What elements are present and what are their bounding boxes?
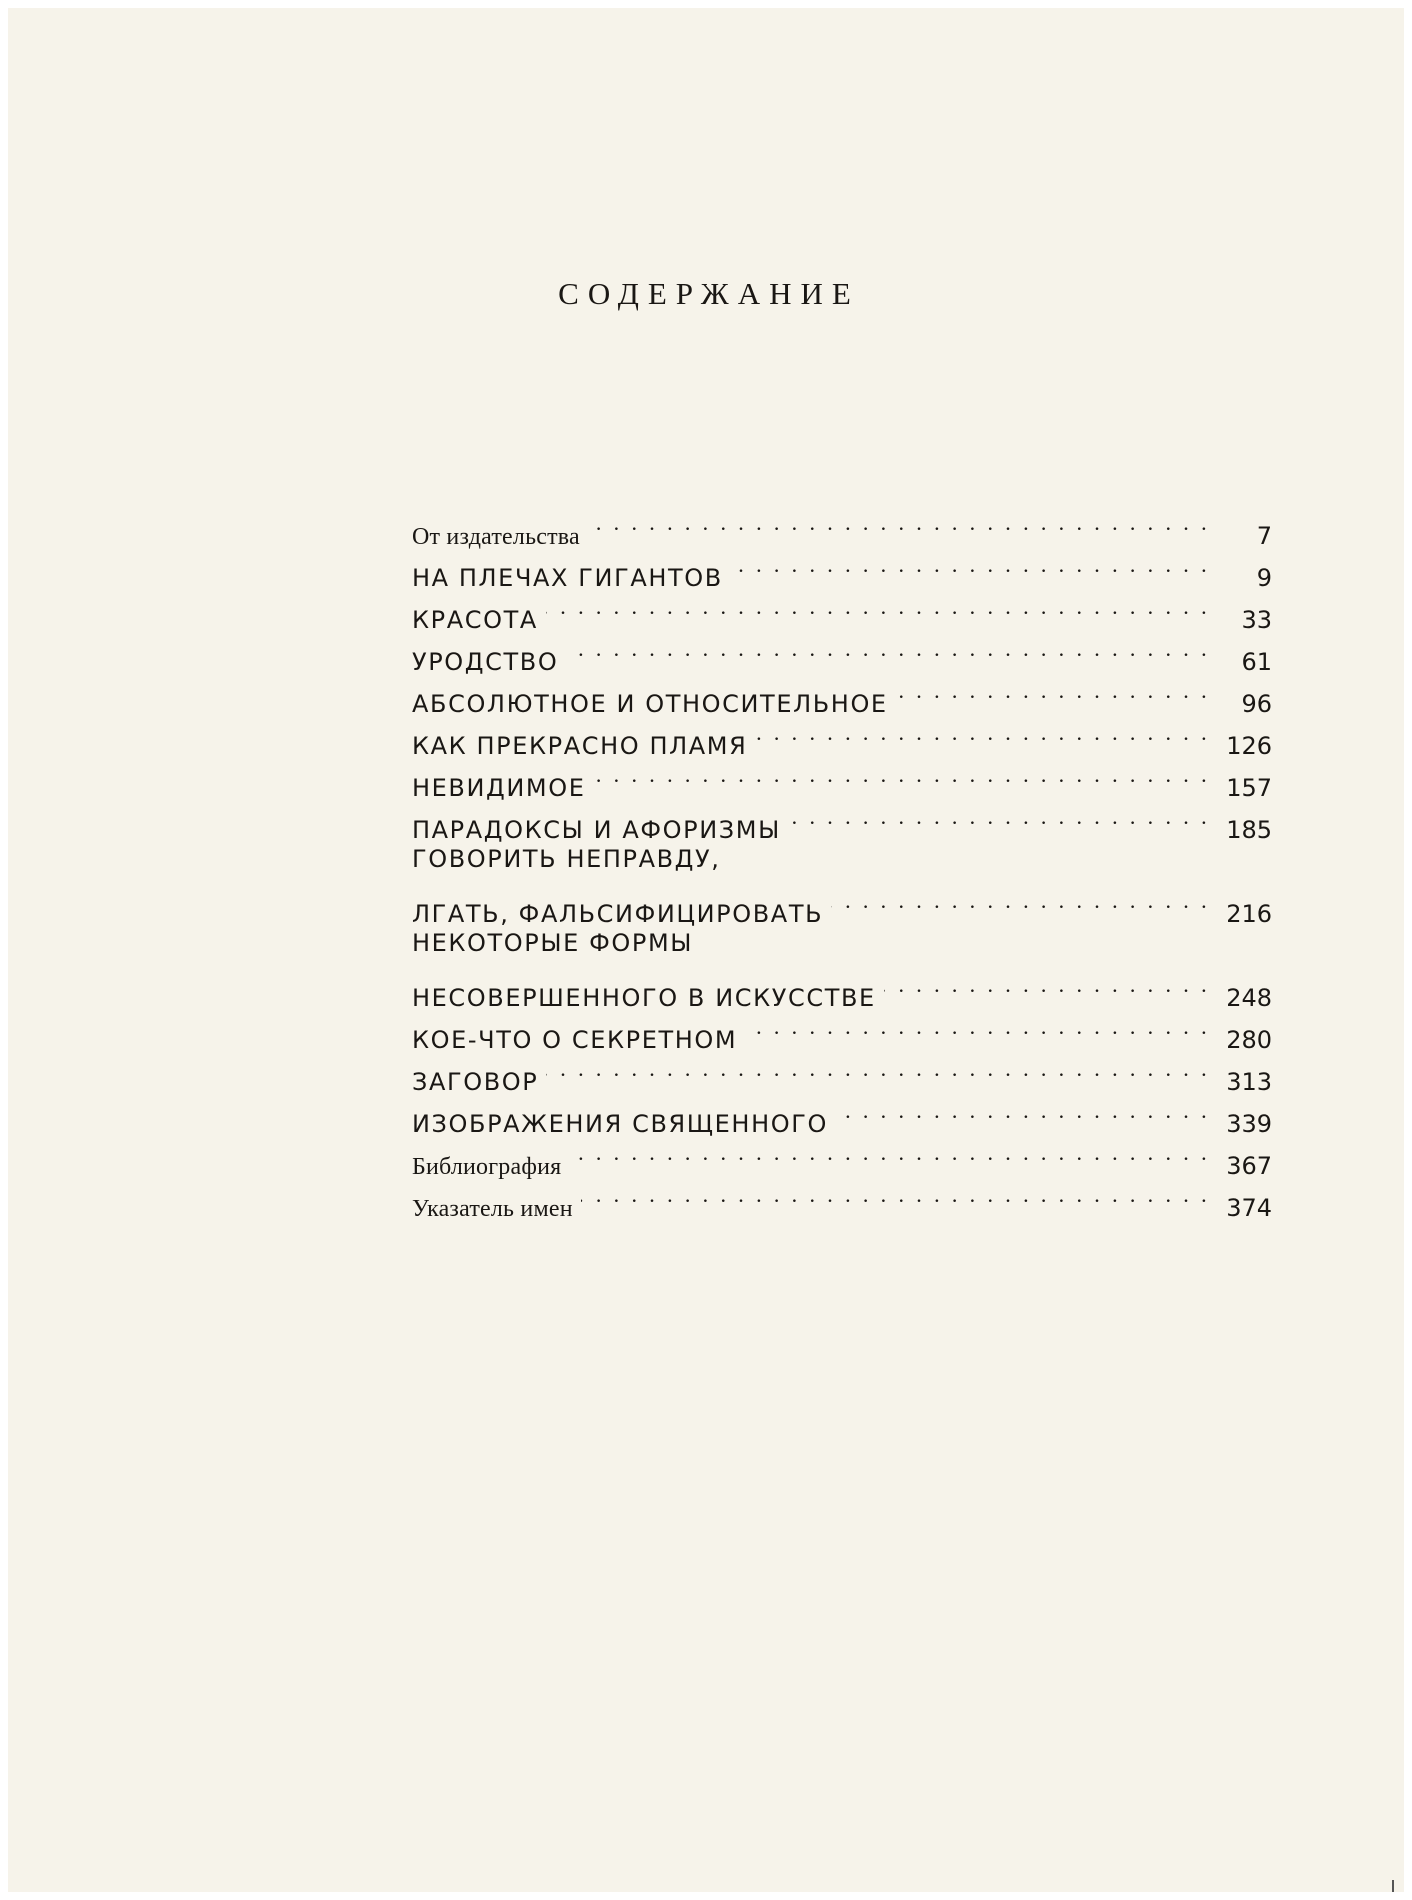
toc-page-number: 96 — [1241, 690, 1272, 718]
toc-entry-title: ГОВОРИТЬ НЕПРАВДУ, — [412, 845, 721, 873]
toc-page-number: 33 — [1241, 606, 1272, 634]
toc-entry-title: АБСОЛЮТНОЕ И ОТНОСИТЕЛЬНОЕ — [412, 690, 888, 718]
toc-page-number: 313 — [1226, 1068, 1272, 1096]
toc-entry — [412, 922, 1272, 964]
toc-page-number: 9 — [1256, 564, 1272, 592]
table-of-contents — [412, 502, 1272, 1222]
toc-page-number: 216 — [1226, 900, 1272, 928]
toc-page-number: 339 — [1226, 1110, 1272, 1138]
toc-page-number: 185 — [1226, 816, 1272, 844]
dot-leader — [884, 964, 1210, 1006]
dot-leader — [546, 586, 1210, 628]
toc-page-number: 157 — [1226, 774, 1272, 802]
toc-entry-title: КАК ПРЕКРАСНО ПЛАМЯ — [412, 732, 748, 760]
toc-entry-title: ПАРАДОКСЫ И АФОРИЗМЫ — [412, 816, 781, 844]
toc-entry-title: НЕСОВЕРШЕННОГО В ИСКУССТВЕ — [412, 984, 876, 1012]
toc-page-number: 367 — [1226, 1152, 1272, 1180]
toc-entry — [412, 628, 1272, 676]
dot-leader — [755, 712, 1210, 754]
toc-entry-title: НА ПЛЕЧАХ ГИГАНТОВ — [412, 564, 723, 592]
toc-entry-title: НЕВИДИМОЕ — [412, 774, 586, 802]
toc-page-number: 126 — [1226, 732, 1272, 760]
dot-leader — [581, 1174, 1210, 1216]
toc-page-number: 61 — [1241, 648, 1272, 676]
toc-entry-title: ЛГАТЬ, ФАЛЬСИФИЦИРОВАТЬ — [412, 900, 824, 928]
toc-entry-title: ЗАГОВОР — [412, 1068, 539, 1096]
dot-leader — [745, 1006, 1210, 1048]
dot-leader — [546, 1048, 1210, 1090]
toc-entry-title: ИЗОБРАЖЕНИЯ СВЯЩЕННОГО — [412, 1110, 828, 1138]
book-page — [8, 8, 1404, 1892]
toc-entry — [412, 1090, 1272, 1138]
toc-entry-title: Указатель имен — [412, 1196, 573, 1222]
dot-leader — [896, 670, 1210, 712]
crop-mark-bottom-right — [1392, 1880, 1394, 1892]
toc-entry — [412, 838, 1272, 880]
toc-entry-title: КОЕ-ЧТО О СЕКРЕТНОМ — [412, 1026, 738, 1054]
toc-page-number: 374 — [1226, 1194, 1272, 1222]
toc-page-number: 7 — [1256, 522, 1272, 550]
toc-entry — [412, 964, 1272, 1012]
dot-leader — [594, 754, 1211, 796]
toc-page-number: 248 — [1226, 984, 1272, 1012]
dot-leader — [789, 796, 1210, 838]
page-title: СОДЕРЖАНИЕ — [558, 276, 860, 311]
toc-entry — [412, 502, 1272, 550]
toc-entry-title: НЕКОТОРЫЕ ФОРМЫ — [412, 929, 694, 957]
dot-leader — [588, 502, 1210, 544]
toc-page-number: 280 — [1226, 1026, 1272, 1054]
toc-entry-title: УРОДСТВО — [412, 648, 559, 676]
dot-leader — [566, 628, 1210, 670]
toc-entry-title: От издательства — [412, 524, 580, 550]
toc-entry — [412, 880, 1272, 928]
dot-leader — [836, 1090, 1210, 1132]
dot-leader — [569, 1132, 1210, 1174]
toc-entry-title: КРАСОТА — [412, 606, 538, 634]
dot-leader — [831, 880, 1210, 922]
dot-leader — [731, 544, 1210, 586]
toc-entry-title: Библиография — [412, 1154, 562, 1180]
